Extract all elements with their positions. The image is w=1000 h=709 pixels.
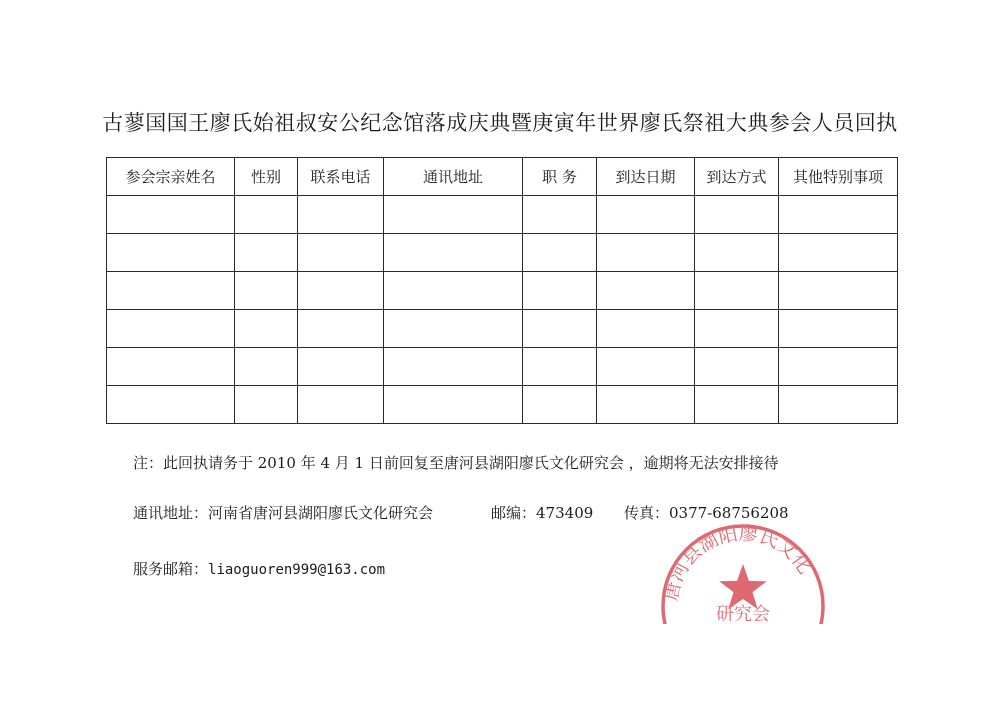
table-cell[interactable]	[597, 348, 695, 386]
table-cell[interactable]	[597, 272, 695, 310]
table-cell[interactable]	[779, 196, 898, 234]
email-line	[133, 558, 385, 579]
table-cell[interactable]	[779, 348, 898, 386]
header-name: 参会宗亲姓名	[107, 158, 235, 196]
table-cell[interactable]	[523, 272, 597, 310]
address-value: 河南省唐河县湖阳廖氏文化研究会	[208, 504, 434, 522]
table-cell[interactable]	[298, 310, 384, 348]
header-phone: 联系电话	[298, 158, 384, 196]
table-cell[interactable]	[695, 386, 779, 424]
table-cell[interactable]	[235, 310, 298, 348]
table-cell[interactable]	[523, 386, 597, 424]
table-cell[interactable]	[235, 348, 298, 386]
table-cell[interactable]	[298, 234, 384, 272]
table-cell[interactable]	[523, 196, 597, 234]
table-cell[interactable]	[235, 234, 298, 272]
table-cell[interactable]	[779, 234, 898, 272]
header-arrival-date: 到达日期	[597, 158, 695, 196]
table-row	[107, 386, 898, 424]
fax-label: 传真：	[624, 504, 670, 522]
table-row	[107, 272, 898, 310]
header-address: 通讯地址	[384, 158, 523, 196]
table-cell[interactable]	[523, 310, 597, 348]
table-cell[interactable]	[107, 234, 235, 272]
table-cell[interactable]	[384, 348, 523, 386]
table-header-row	[107, 158, 898, 196]
seal-graphic	[655, 514, 830, 624]
table-row	[107, 348, 898, 386]
email-label: 服务邮箱：	[133, 560, 209, 578]
deadline-note: 注：此回执请务于 2010 年 4 月 1 日前回复至唐河县湖阳廖氏文化研究会 ，逾期将无法安排接待	[133, 454, 779, 472]
email-value: liaoguoren999@163.com	[208, 562, 386, 578]
table-cell[interactable]	[523, 348, 597, 386]
registration-table	[106, 157, 898, 424]
table-cell[interactable]	[107, 272, 235, 310]
table-cell[interactable]	[779, 272, 898, 310]
table-cell[interactable]	[384, 196, 523, 234]
table-cell[interactable]	[107, 310, 235, 348]
zip-line	[491, 502, 593, 523]
table-cell[interactable]	[523, 234, 597, 272]
address-label: 通讯地址：	[133, 504, 209, 522]
table-cell[interactable]	[597, 310, 695, 348]
table-cell[interactable]	[107, 196, 235, 234]
table-cell[interactable]	[384, 386, 523, 424]
table-body	[107, 196, 898, 424]
header-position: 职 务	[523, 158, 597, 196]
table-cell[interactable]	[107, 348, 235, 386]
table-cell[interactable]	[384, 234, 523, 272]
table-cell[interactable]	[597, 196, 695, 234]
table-row	[107, 196, 898, 234]
zip-label: 邮编：	[491, 504, 537, 522]
table-cell[interactable]	[779, 386, 898, 424]
table-cell[interactable]	[779, 310, 898, 348]
seal-arc-text: 唐河县湖阳廖氏文化	[659, 522, 816, 603]
table-cell[interactable]	[298, 348, 384, 386]
table-cell[interactable]	[107, 386, 235, 424]
table-cell[interactable]	[384, 310, 523, 348]
header-gender: 性别	[235, 158, 298, 196]
table-cell[interactable]	[695, 348, 779, 386]
table-cell[interactable]	[235, 272, 298, 310]
table-row	[107, 310, 898, 348]
table-cell[interactable]	[384, 272, 523, 310]
seal-star-icon	[719, 564, 767, 609]
table-row	[107, 234, 898, 272]
official-seal	[655, 514, 830, 624]
table-cell[interactable]	[695, 196, 779, 234]
table-cell[interactable]	[695, 272, 779, 310]
table-cell[interactable]	[298, 386, 384, 424]
table-cell[interactable]	[298, 196, 384, 234]
table-cell[interactable]	[695, 310, 779, 348]
table-cell[interactable]	[597, 234, 695, 272]
header-other-notes: 其他特别事项	[779, 158, 898, 196]
table-cell[interactable]	[298, 272, 384, 310]
table-cell[interactable]	[235, 386, 298, 424]
table-cell[interactable]	[235, 196, 298, 234]
zip-value: 473409	[536, 504, 594, 522]
address-line	[133, 502, 433, 523]
table-cell[interactable]	[695, 234, 779, 272]
document-title: 古蓼国国王廖氏始祖叔安公纪念馆落成庆典暨庚寅年世界廖氏祭祖大典参会人员回执	[102, 111, 898, 135]
header-arrival-method: 到达方式	[695, 158, 779, 196]
seal-bottom-text: 研究会	[716, 604, 770, 624]
table-cell[interactable]	[597, 386, 695, 424]
fax-value: 0377-68756208	[669, 504, 789, 522]
